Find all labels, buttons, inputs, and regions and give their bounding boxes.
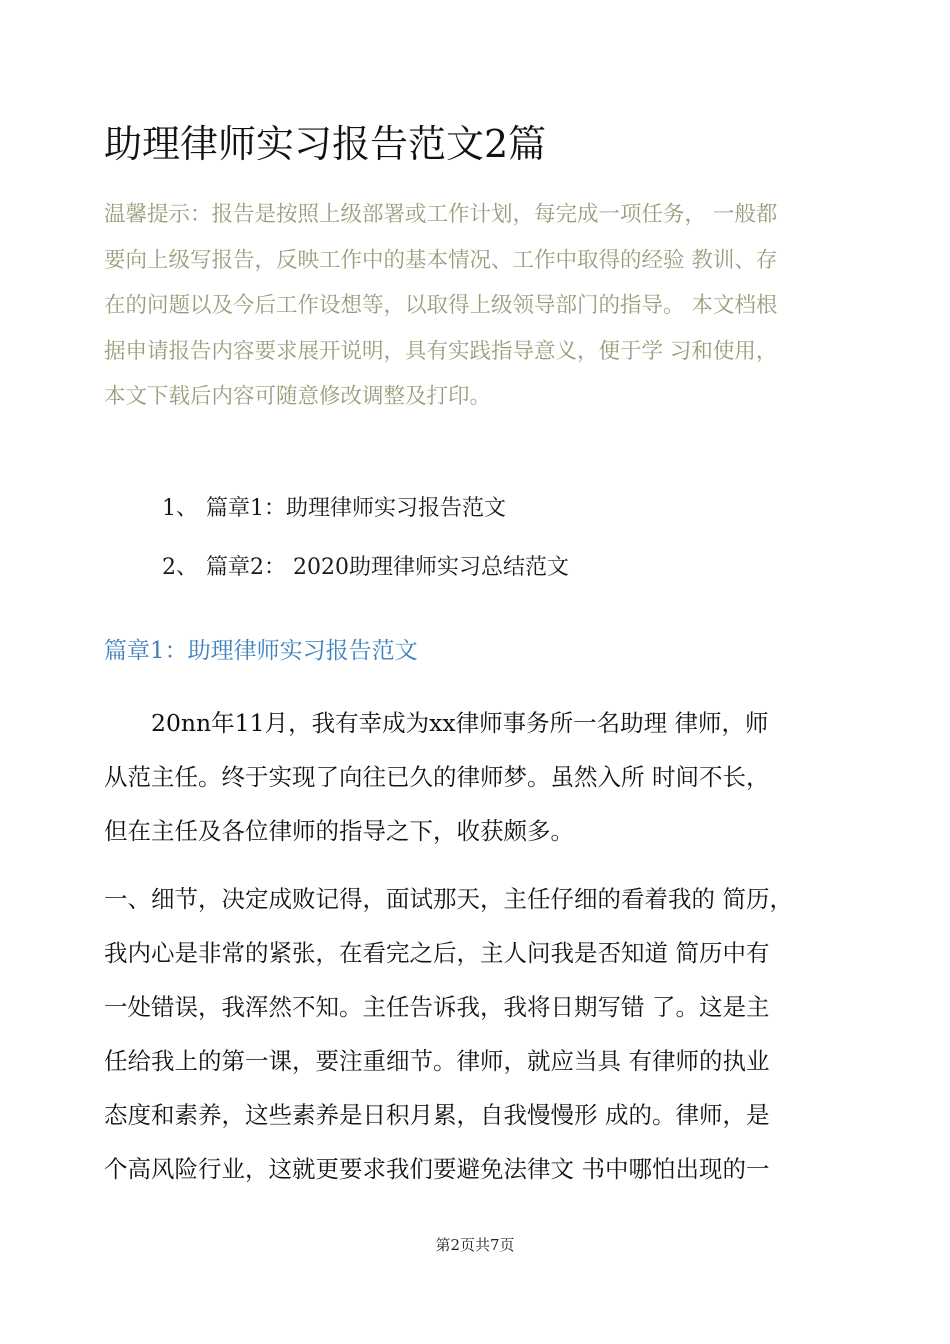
- notice-paragraph: [104, 192, 854, 420]
- paragraph-line: 一处错误，我浑然不知。主任告诉我，我将日期写错 了。这是主: [104, 993, 770, 1021]
- toc-item[interactable]: [162, 552, 569, 584]
- body-paragraph: [104, 696, 864, 858]
- paragraph-line: 20nn年11月，我有幸成为xx律师事务所一名助理 律师，师: [104, 709, 769, 737]
- toc-item[interactable]: [162, 493, 506, 525]
- paragraph-line: 态度和素养，这些素养是日积月累，自我慢慢形 成的。律师，是: [104, 1101, 770, 1129]
- paragraph-line: 一、细节，决定成败记得，面试那天，主任仔细的看着我的 简历，: [104, 885, 793, 913]
- notice-line: 据申请报告内容要求展开说明，具有实践指导意义，便于学 习和使用，: [104, 338, 778, 364]
- notice-line: 在的问题以及今后工作设想等，以取得上级领导部门的指导。 本文档根: [104, 293, 778, 318]
- toc-item-text: 篇章2： 2020助理律师实习总结范文: [206, 555, 569, 580]
- paragraph-line: 但在主任及各位律师的指导之下，收获颇多。: [104, 817, 574, 845]
- toc-item-number: 1、: [162, 496, 198, 521]
- body-paragraph: [104, 872, 864, 1196]
- notice-line: 温馨提示：报告是按照上级部署或工作计划，每完成一项任务， 一般都: [104, 202, 778, 227]
- notice-line: 本文下载后内容可随意修改调整及打印。: [104, 384, 492, 409]
- toc-item-number: 2、: [162, 555, 198, 580]
- paragraph-line: 从范主任。终于实现了向往已久的律师梦。虽然入所 时间不长，: [104, 763, 770, 791]
- notice-line: 要向上级写报告，反映工作中的基本情况、工作中取得的经验 教训、存: [104, 247, 778, 273]
- page-footer: 第2页共7页: [435, 1236, 515, 1254]
- toc-item-text: 篇章1：助理律师实习报告范文: [206, 496, 506, 521]
- paragraph-line: 个高风险行业，这就更要求我们要避免法律文 书中哪怕出现的一: [104, 1155, 770, 1183]
- paragraph-line: 任给我上的第一课，要注重细节。律师，就应当具 有律师的执业: [104, 1047, 770, 1075]
- document-title: 助理律师实习报告范文2篇: [104, 122, 547, 166]
- paragraph-line: 我内心是非常的紧张，在看完之后，主人问我是否知道 简历中有: [104, 939, 770, 967]
- section-heading: 篇章1：助理律师实习报告范文: [104, 638, 418, 664]
